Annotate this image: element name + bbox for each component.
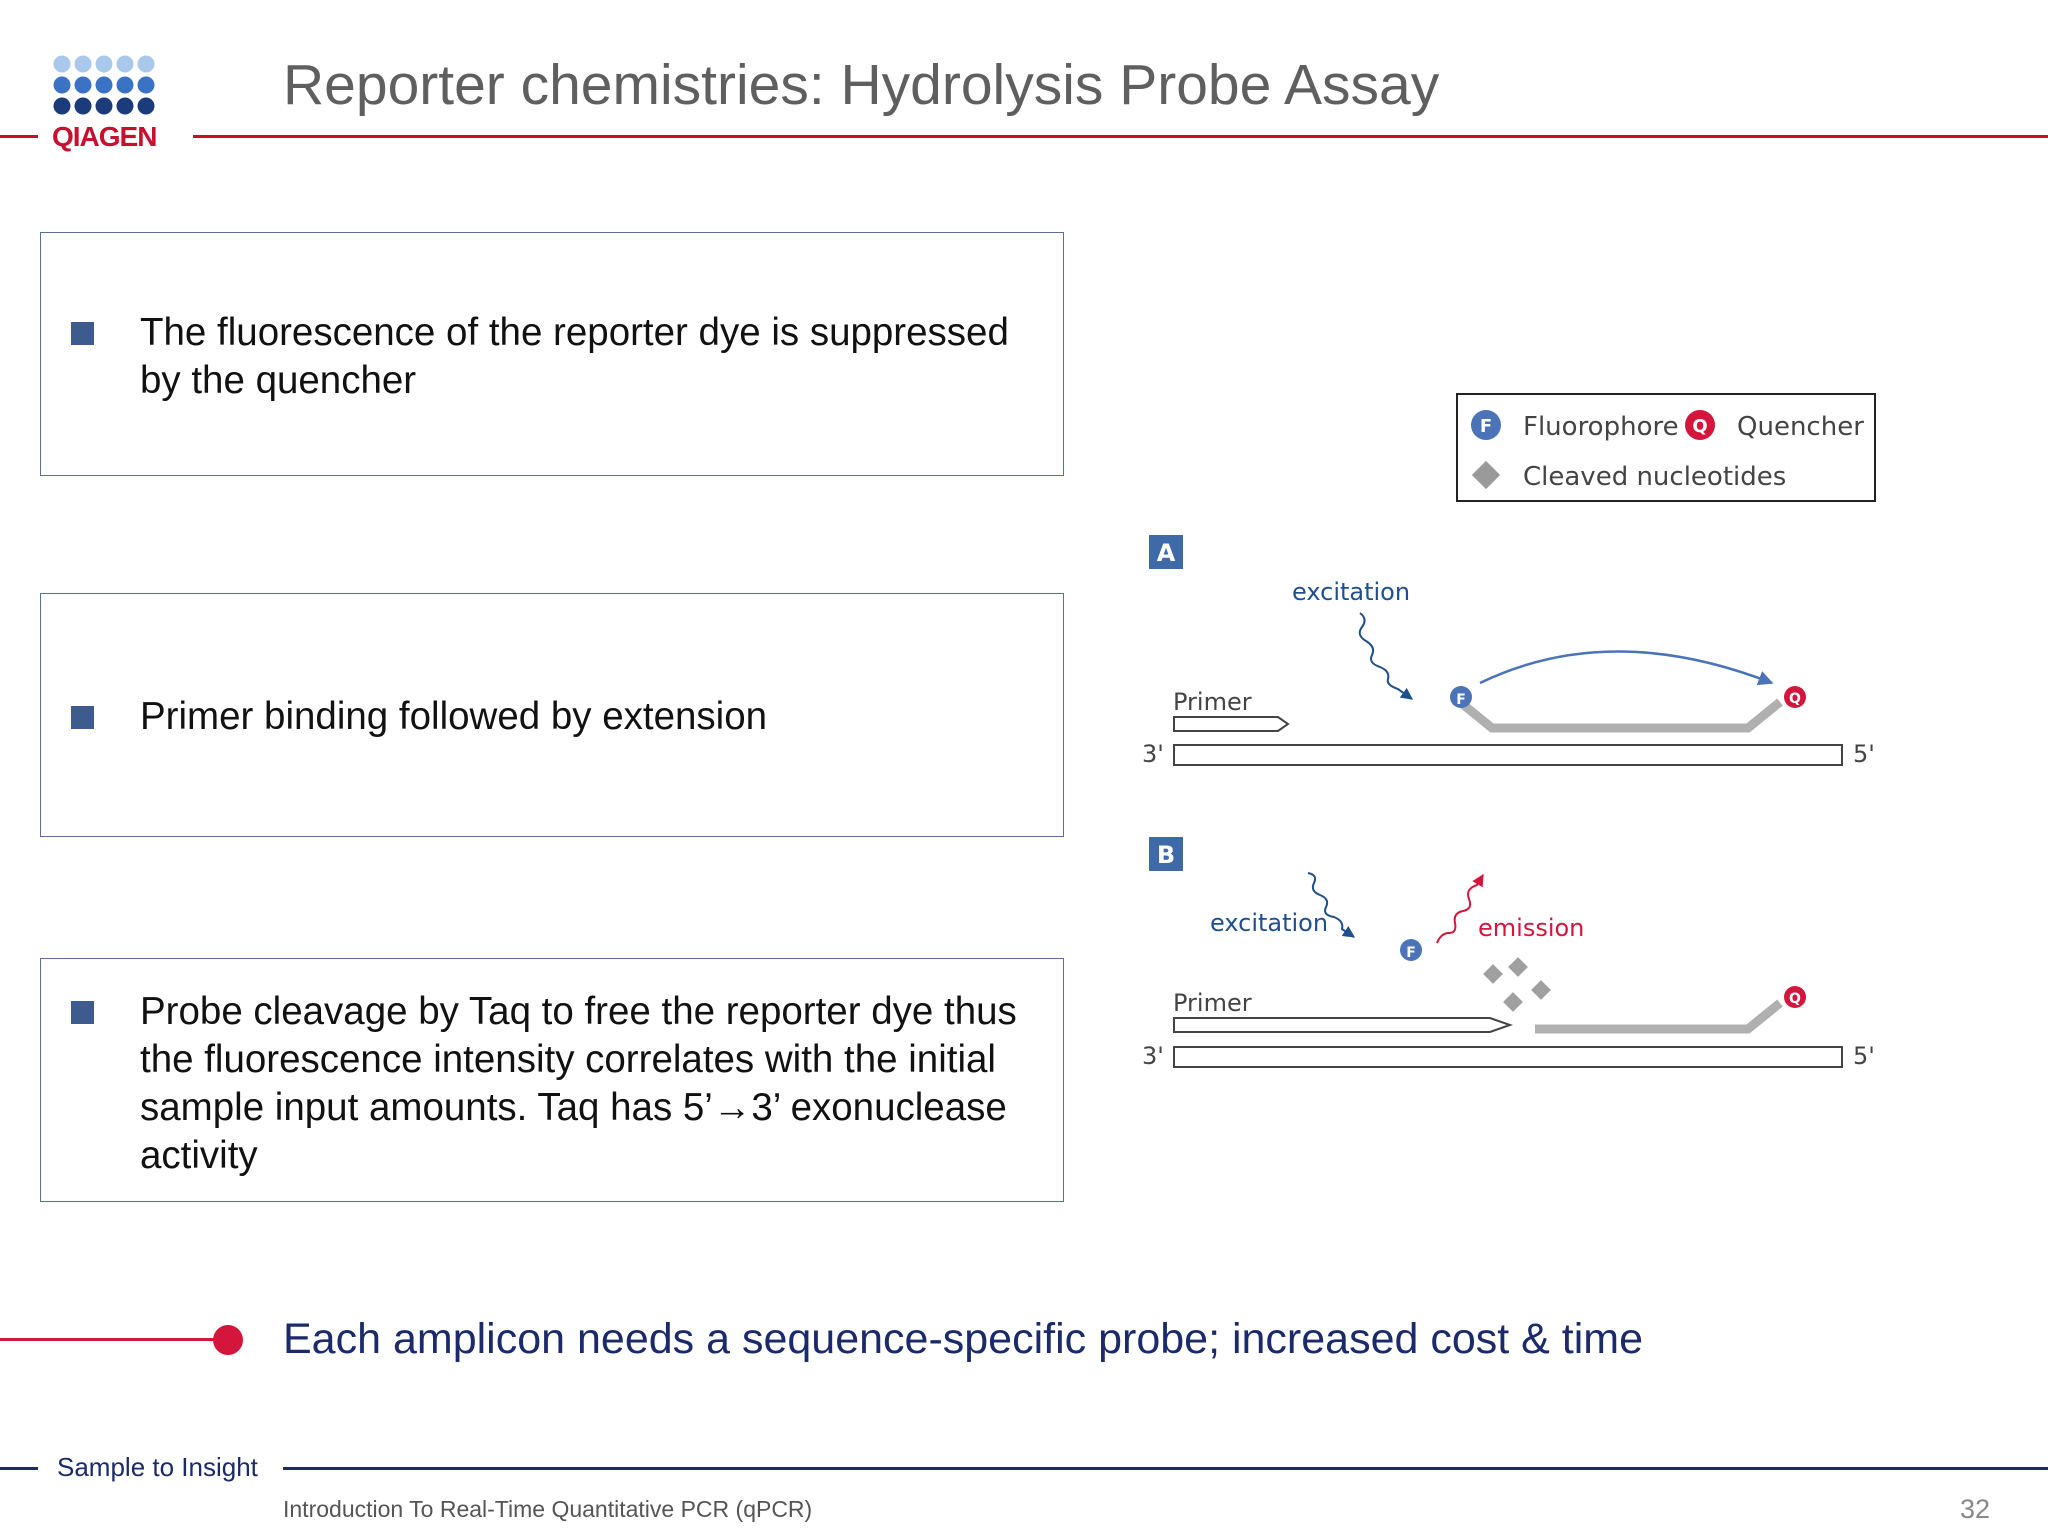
primer-a bbox=[1174, 717, 1288, 731]
bullet-text: Probe cleavage by Taq to free the reporter dye thus the fluorescence intensity correlates with the initial sample input amounts. Taq has 5’→3’ exonuclease activity bbox=[140, 990, 1017, 1177]
cleaved-nucleotide-1 bbox=[1483, 964, 1503, 984]
end-3-label-b: 3' bbox=[1142, 1042, 1164, 1070]
bullet-box-quencher bbox=[40, 232, 1064, 476]
callout-line bbox=[0, 1338, 222, 1341]
template-strand-a bbox=[1174, 745, 1842, 765]
qiagen-logo-icon bbox=[52, 54, 180, 156]
fluorophore-b-symbol: F bbox=[1406, 945, 1416, 961]
quencher-symbol: Q bbox=[1692, 416, 1708, 437]
emission-label: emission bbox=[1478, 914, 1585, 942]
cleaved-label: Cleaved nucleotides bbox=[1523, 462, 1787, 492]
callout-dot-icon bbox=[213, 1325, 243, 1355]
end-5-label-b: 5' bbox=[1853, 1042, 1875, 1070]
panel-b bbox=[1142, 837, 1875, 1070]
legend bbox=[1457, 394, 1875, 501]
bullet-text: Primer binding followed by extension bbox=[140, 695, 768, 738]
hydrolysis-probe-diagram bbox=[1130, 385, 1900, 1085]
bullet-text: The fluorescence of the reporter dye is suppressed by the quencher bbox=[140, 311, 1009, 402]
bullet-square-icon bbox=[71, 1001, 94, 1024]
primer-label-b: Primer bbox=[1173, 989, 1252, 1017]
fret-arrow bbox=[1480, 652, 1772, 684]
cleaved-nucleotide-2 bbox=[1508, 957, 1528, 977]
panel-a bbox=[1142, 535, 1875, 768]
page-title: Reporter chemistries: Hydrolysis Probe Assay bbox=[283, 53, 1440, 117]
diagram-svg bbox=[1130, 385, 1900, 1085]
excitation-label-a: excitation bbox=[1292, 578, 1411, 606]
fluorophore-a-symbol: F bbox=[1456, 692, 1466, 708]
quencher-label: Quencher bbox=[1737, 412, 1864, 442]
qiagen-logo bbox=[52, 54, 180, 156]
cleaved-nucleotide-3 bbox=[1531, 980, 1551, 1000]
fluorophore-label: Fluorophore bbox=[1523, 412, 1679, 442]
excitation-label-b: excitation bbox=[1210, 909, 1329, 937]
page-number: 32 bbox=[1960, 1494, 1991, 1524]
excitation-arrow-a bbox=[1360, 613, 1412, 699]
logo-text: QIAGEN bbox=[52, 121, 157, 152]
quencher-a-symbol: Q bbox=[1789, 691, 1801, 707]
end-3-label-a: 3' bbox=[1142, 740, 1164, 768]
template-strand-b bbox=[1174, 1047, 1842, 1067]
panel-b-label: B bbox=[1156, 841, 1176, 869]
bullet-box-primer-binding bbox=[40, 593, 1064, 837]
fluorophore-symbol: F bbox=[1479, 416, 1493, 437]
cleaved-nucleotide-4 bbox=[1503, 992, 1523, 1012]
panel-a-label: A bbox=[1156, 539, 1176, 567]
footer-rule bbox=[283, 1467, 2048, 1470]
probe-a bbox=[1460, 702, 1780, 728]
footer-tagline: Sample to Insight bbox=[57, 1452, 258, 1482]
primer-label-a: Primer bbox=[1173, 688, 1252, 716]
probe-b-remnant bbox=[1535, 1003, 1780, 1029]
callout-text: Each amplicon needs a sequence-specific probe; increased cost & time bbox=[283, 1315, 1644, 1363]
primer-b-extended bbox=[1174, 1018, 1510, 1032]
bullet-box-probe-cleavage bbox=[40, 958, 1064, 1202]
header-rule-left bbox=[0, 135, 38, 138]
end-5-label-a: 5' bbox=[1853, 740, 1875, 768]
emission-arrow bbox=[1437, 875, 1483, 943]
bullet-square-icon bbox=[71, 322, 94, 345]
footer-rule-left bbox=[0, 1467, 38, 1470]
quencher-b-symbol: Q bbox=[1789, 991, 1801, 1007]
footer-caption: Introduction To Real-Time Quantitative PCR (qPCR) bbox=[283, 1496, 813, 1522]
header-rule bbox=[193, 135, 2048, 138]
bullet-square-icon bbox=[71, 706, 94, 729]
